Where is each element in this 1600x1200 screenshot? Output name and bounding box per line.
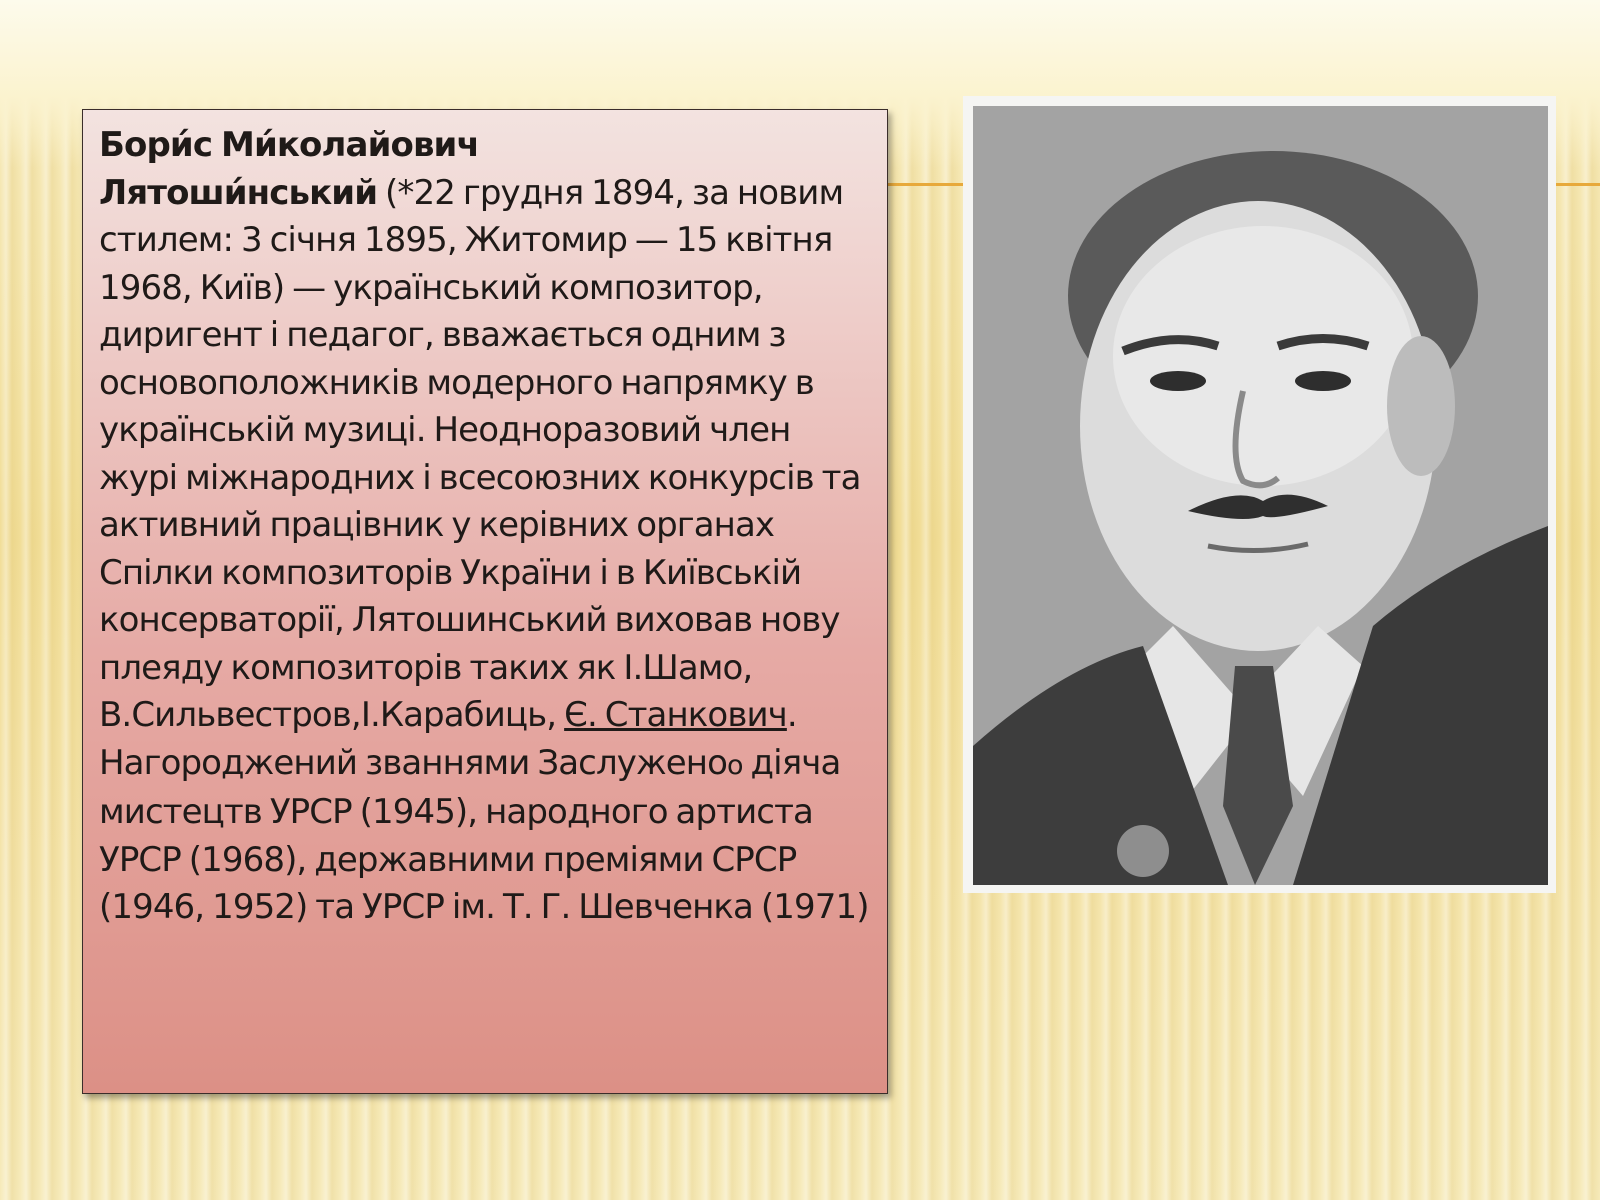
accent-line-left (888, 183, 966, 186)
awards-text-small-o: о (727, 749, 743, 781)
biography-text: (*22 грудня 1894, за новим стилем: 3 січня 1895, Житомир — 15 квітня 1968, Київ) — український композитор, диригент і педагог, вважається одним з основоположників модерного напрямку в українській музиці. Неодноразовий член журі міжнародних і всесоюзних конкурсів та активний працівник у керівних органах Спілки композиторів України і в Київській консерваторії, Лятошинський виховав нову плеяду композиторів таких як І.Шамо, В.Сильвестров,І.Карабиць, (99, 172, 861, 735)
stankovych-link[interactable]: Є. Станкович (564, 695, 787, 735)
composer-name-line-1: Бори́с Ми́колайович (99, 125, 479, 165)
biography-paragraph-1 (99, 122, 871, 740)
accent-line-right (1554, 183, 1600, 186)
biography-paragraph-2 (99, 740, 871, 932)
composer-name-line-2: Лятоши́нський (99, 172, 378, 213)
portrait-photo-image (973, 106, 1548, 885)
awards-text-start: Нагороджений званнями Заслужено (99, 742, 728, 783)
biography-period: . (786, 695, 797, 735)
portrait-photo (963, 96, 1556, 893)
portrait-illustration (973, 106, 1548, 885)
awards-text: діяча мистецтв УРСР (1945), народного артиста УРСР (1968), державними преміями СРСР (1946, 1952) та УРСР ім. Т. Г. Шевченка (1971) (99, 742, 869, 927)
biography-text-box (82, 109, 888, 1094)
